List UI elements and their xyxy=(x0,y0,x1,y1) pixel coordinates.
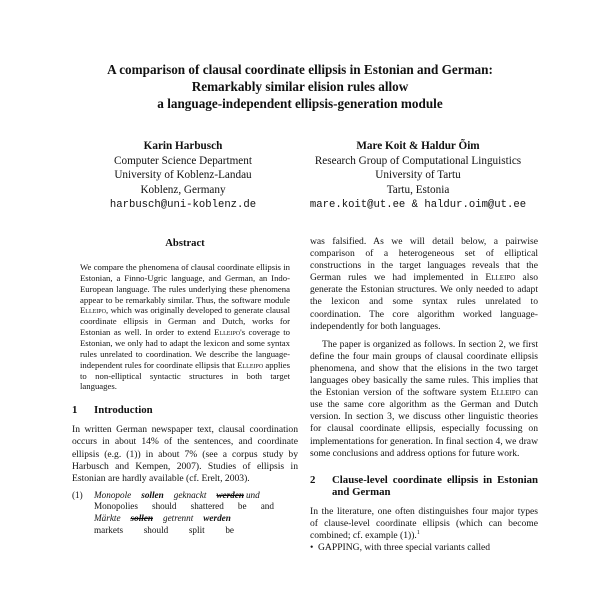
list-item-text: GAPPING, with three special variants called xyxy=(318,542,491,554)
author-affiliation-line: Tartu, Estonia xyxy=(386,183,450,196)
system-name: Elleipo xyxy=(237,359,264,370)
section-2-heading xyxy=(310,474,538,498)
abstract-text: We compare the phenomena of clausal coordinate ellipsis in Estonian, a Finno-Ugric language, and German, an Indo-European language. The rules underlying these phenomena appear to be remarkably similar. Thus, the software module Elleipo, which was originally developed to generate clausal coordinate ellipsis in German and Dutch, works for Estonian as well. In order to extend Elleipo's coverage to Estonian, we only had to adapt the lexicon and some syntax rules unrelated to coordination. We describe the language-independent rules for coordinate ellipsis that Elleipo applies to non-elliptical syntactic structures in both target languages. xyxy=(80,262,291,392)
author-block-left xyxy=(58,139,308,213)
system-name: Elleipo xyxy=(214,327,241,338)
paper-title xyxy=(60,61,540,112)
bullet-icon: • xyxy=(310,542,314,554)
example-gloss: markets should split be xyxy=(94,524,234,535)
author-block-right xyxy=(288,139,548,213)
section-number: 2 xyxy=(310,473,316,486)
author-affiliation-line: Research Group of Computational Linguistics xyxy=(314,154,522,167)
title-line-2: Remarkably similar elision rules allow xyxy=(191,79,409,94)
author-affiliation-line: Computer Science Department xyxy=(114,154,252,167)
author-email: mare.koit@ut.ee & haldur.oim@ut.ee xyxy=(309,199,527,212)
author-affiliation-line: Koblenz, Germany xyxy=(140,183,226,196)
section-title: Introduction xyxy=(94,404,153,417)
author-email: harbusch@uni-koblenz.de xyxy=(109,199,257,212)
list-item xyxy=(310,542,538,554)
section-2-paragraph: In the literature, one often distinguishes four major types of clause-level coordinate ellipsis (which can become combined; cf. example (1)).$^1$ xyxy=(310,505,538,542)
system-name: Elleipo xyxy=(490,387,521,399)
abstract-heading: Abstract xyxy=(165,238,205,249)
body-paragraph: was falsified. As we will detail below, a pairwise comparison of a heterogeneous set of elliptical constructions in the target languages reveals that the German rules we had implemented in Elleipo also generate the Estonian structures. We only needed to adapt the lexicon and some syntax rules unrelated to coordination. The core algorithm worked language-independently for both languages. xyxy=(310,236,539,332)
example-line: Monopole sollen geknackt werden und xyxy=(94,489,260,500)
author-name: Mare Koit & Haldur Õim xyxy=(356,140,480,152)
example-1 xyxy=(72,490,298,536)
left-column xyxy=(72,236,298,536)
right-column xyxy=(310,236,538,554)
body-paragraph: The paper is organized as follows. In section 2, we first define the four main groups of clausal coordinate ellipsis phenomena, and show that the elisions in the two target languages obey basically the same rules. This implies that the Estonian version of the software system Elleipo can use the same core algorithm as the German and Dutch version. In section 3, we discuss other linguistic theories for clausal coordinate ellipsis, especially focussing on implementations for generation. In final section 4, we draw some conclusions and address options for future work. xyxy=(310,338,539,459)
system-name: Elleipo xyxy=(485,272,516,284)
title-line-1: A comparison of clausal coordinate ellipsis in Estonian and German: xyxy=(107,62,493,77)
example-gloss: Monopolies should shattered be and xyxy=(94,501,274,512)
section-number: 1 xyxy=(72,404,78,417)
author-affiliation-line: University of Koblenz-Landau xyxy=(114,169,252,182)
section-title: Clause-level coordinate ellipsis in Estonian and German xyxy=(332,473,538,498)
title-line-3: a language-independent ellipsis-generation module xyxy=(157,96,443,111)
footnote-mark: 1 xyxy=(416,529,420,536)
system-name: Elleipo xyxy=(80,305,106,316)
example-number: (1) xyxy=(72,489,83,500)
example-line: Märkte sollen getrennt werden xyxy=(94,512,231,523)
section-1-heading xyxy=(72,404,298,416)
author-name: Karin Harbusch xyxy=(143,140,223,152)
section-1-paragraph: In written German newspaper text, clausal coordination occurs in about 14% of the sentences, and coordinate ellipsis (e.g. (1)) in about 7% (see a corpus study by Harbusch and Kempen, 2007). Studies of ellipsis in Estonian are hardly available (cf. Erelt, 2003). xyxy=(72,424,298,484)
author-affiliation-line: University of Tartu xyxy=(375,169,461,182)
